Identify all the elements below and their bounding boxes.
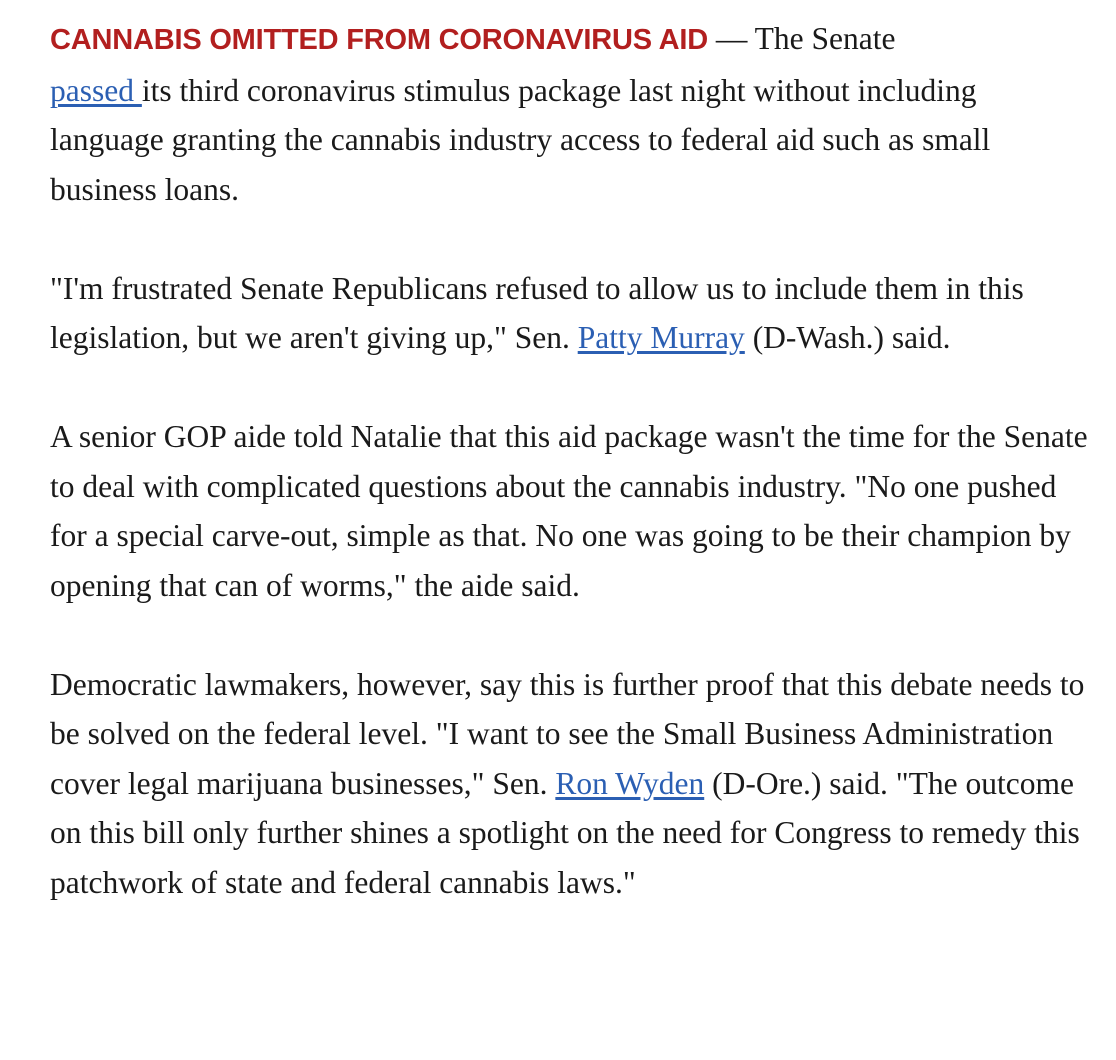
ron-wyden-link[interactable]: Ron Wyden (555, 765, 705, 801)
paragraph-4 (50, 660, 1090, 908)
paragraph-1-lead: — The Senate (707, 21, 896, 56)
paragraph-2 (50, 264, 1090, 363)
paragraph-1-text: its third coronavirus stimulus package last night without including language granting the cannabis industry access to federal aid such as small business loans. (50, 72, 991, 207)
paragraph-2-quote: "I'm frustrated Senate Republicans refused to allow us to include them in this legislation, but we aren't giving up," Sen. (50, 270, 1024, 355)
paragraph-4-text: Democratic lawmakers, however, say this is further proof that this debate needs to be solved on the federal level. "I want to see the Small Business Administration cover legal marijuana businesses," Sen. (50, 666, 1085, 801)
paragraph-3-text: A senior GOP aide told Natalie that this aid package wasn't the time for the Senate to deal with complicated questions about the cannabis industry. "No one pushed for a special carve-out, simple as that. No one was going to be their champion by opening that can of worms," the aide said. (50, 419, 1088, 603)
paragraph-2-attribution: (D-Wash.) said. (744, 320, 951, 355)
patty-murray-link[interactable]: Patty Murray (577, 320, 745, 355)
article-body (50, 14, 1090, 957)
passed-link[interactable]: passed (50, 72, 142, 108)
headline: CANNABIS OMITTED FROM CORONAVIRUS AID (50, 24, 708, 56)
paragraph-1 (50, 14, 1090, 214)
paragraph-4-quote: (D-Ore.) said. "The outcome on this bill only further shines a spotlight on the need for Congress to remedy this patchwork of state and federal cannabis laws." (50, 765, 1080, 900)
paragraph-3 (50, 412, 1090, 610)
